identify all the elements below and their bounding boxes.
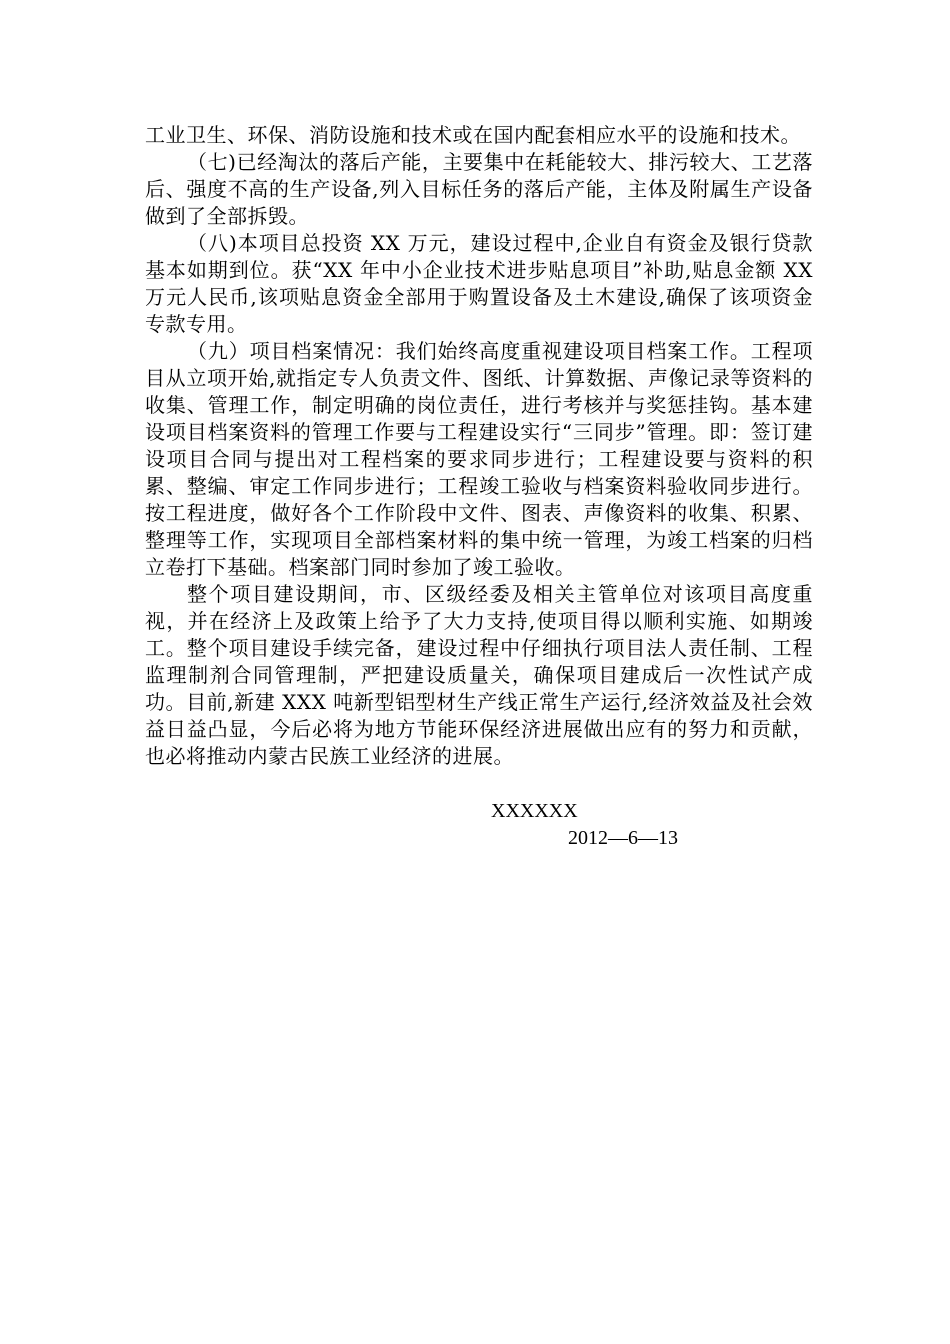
document-body [145, 122, 813, 770]
signature-date: 2012—6—13 [568, 827, 678, 849]
paragraph-continuation: 工业卫生、环保、消防设施和技术或在国内配套相应水平的设施和技术。 [145, 123, 801, 147]
paragraph-eight: （八)本项目总投资 XX 万元，建设过程中,企业自有资金及银行贷款基本如期到位。获“XX 年中小企业技术进步贴息项目”补助,贴息金额 XX 万元人民币,该项贴息资金全部用于购置设备及土木建设,确保了该项资金专款专用。 [145, 231, 813, 336]
paragraph-nine: （九）项目档案情况：我们始终高度重视建设项目档案工作。工程项目从立项开始,就指定专人负责文件、图纸、计算数据、声像记录等资料的收集、管理工作，制定明确的岗位责任，进行考核并与奖惩挂钩。基本建设项目档案资料的管理工作要与工程建设实行“三同步”管理。即：签订建设项目合同与提出对工程档案的要求同步进行；工程建设要与资料的积累、整编、审定工作同步进行；工程竣工验收与档案资料验收同步进行。按工程进度，做好各个工作阶段中文件、图表、声像资料的收集、积累、整理等工作，实现项目全部档案材料的集中统一管理，为竣工档案的归档立卷打下基础。档案部门同时参加了竣工验收。 [145, 339, 813, 579]
paragraph-seven: （七)已经淘汰的落后产能，主要集中在耗能较大、排污较大、工艺落后、强度不高的生产设备,列入目标任务的落后产能，主体及附属生产设备做到了全部拆毁。 [145, 150, 813, 228]
paragraph-summary: 整个项目建设期间，市、区级经委及相关主管单位对该项目高度重视，并在经济上及政策上给予了大力支持,使项目得以顺利实施、如期竣工。整个项目建设手续完备，建设过程中仔细执行项目法人责任制、工程监理制剂合同管理制，严把建设质量关，确保项目建成后一次性试产成功。目前,新建 XXX 吨新型铝型材生产线正常生产运行,经济效益及社会效益日益凸显，今后必将为地方节能环保经济进展做出应有的努力和贡献，也必将推动内蒙古民族工业经济的进展。 [145, 582, 813, 768]
signature: XXXXXX [491, 800, 578, 822]
